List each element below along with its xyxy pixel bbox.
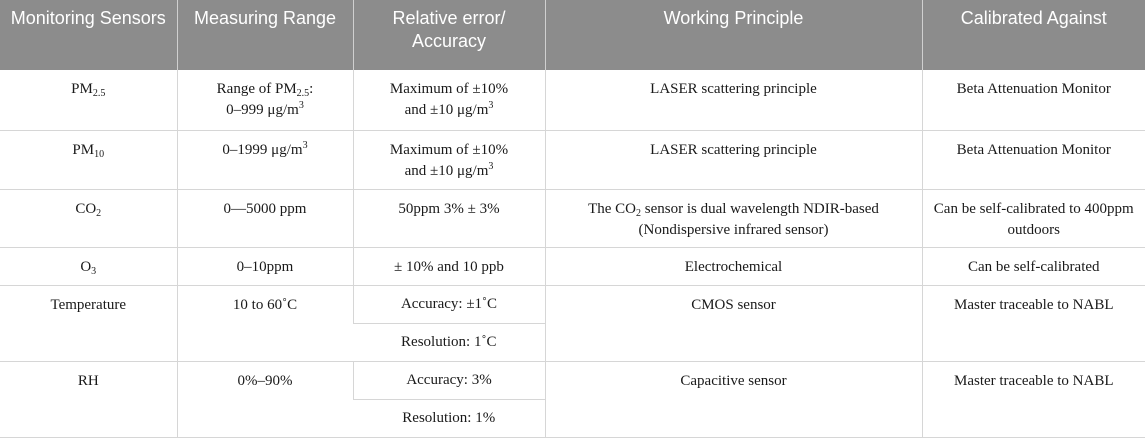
cell-sensor: $CO_2$: [0, 189, 177, 247]
cell-resolution: Resolution: 1%: [353, 399, 545, 437]
cell-calibrated: Can be self-calibrated: [922, 247, 1145, 285]
cell-calibrated: Master traceable to NABL: [922, 285, 1145, 361]
table-row-pm25: [0, 70, 1145, 130]
table-header: [0, 0, 1145, 70]
cell-principle: Electrochemical: [545, 247, 922, 285]
cell-calibrated: Master traceable to NABL: [922, 361, 1145, 437]
cell-accuracy: Maximum of ±10% and ±10 $\mu g/m^3$: [353, 70, 545, 130]
cell-resolution: Resolution: 1˚C: [353, 323, 545, 361]
cell-calibrated: Beta Attenuation Monitor: [922, 130, 1145, 189]
cell-accuracy: 50ppm 3% ± 3%: [353, 189, 545, 247]
table-row-temperature: [0, 285, 1145, 323]
cell-calibrated: Can be self-calibrated to 400ppm outdoors: [922, 189, 1145, 247]
cell-sensor: $PM_{10}$: [0, 130, 177, 189]
cell-calibrated: Beta Attenuation Monitor: [922, 70, 1145, 130]
cell-sensor: $PM_{2.5}$: [0, 70, 177, 130]
header-calibrated-against: Calibrated Against: [922, 0, 1145, 70]
table-row-co2: [0, 189, 1145, 247]
header-working-principle: Working Principle: [545, 0, 922, 70]
cell-sensor: $O_3$: [0, 247, 177, 285]
cell-principle: Capacitive sensor: [545, 361, 922, 437]
cell-range: 0%–90%: [177, 361, 353, 437]
header-row: [0, 0, 1145, 70]
cell-sensor: RH: [0, 361, 177, 437]
cell-accuracy: Accuracy: ±1˚C: [353, 285, 545, 323]
cell-range: 0–10ppm: [177, 247, 353, 285]
cell-principle: LASER scattering principle: [545, 130, 922, 189]
header-relative-error: Relative error/ Accuracy: [353, 0, 545, 70]
table-row-pm10: [0, 130, 1145, 189]
header-monitoring-sensors: Monitoring Sensors: [0, 0, 177, 70]
cell-principle: LASER scattering principle: [545, 70, 922, 130]
cell-accuracy: ± 10% and 10 ppb: [353, 247, 545, 285]
cell-accuracy: Maximum of ±10% and ±10 $\mu g/m^3$: [353, 130, 545, 189]
table-row-o3: [0, 247, 1145, 285]
cell-range: Range of $PM_{2.5}$: 0–999 $\mu g/m^3$: [177, 70, 353, 130]
cell-range: 0–1999 $\mu g/m^3$: [177, 130, 353, 189]
header-measuring-range: Measuring Range: [177, 0, 353, 70]
cell-range: 0—5000 ppm: [177, 189, 353, 247]
table-body: [0, 70, 1145, 437]
cell-principle: The $CO_2$ sensor is dual wavelength NDIR-based (Nondispersive infrared sensor): [545, 189, 922, 247]
cell-range: 10 to 60˚C: [177, 285, 353, 361]
cell-accuracy: Accuracy: 3%: [353, 361, 545, 399]
table-row-rh: [0, 361, 1145, 399]
cell-sensor: Temperature: [0, 285, 177, 361]
cell-principle: CMOS sensor: [545, 285, 922, 361]
